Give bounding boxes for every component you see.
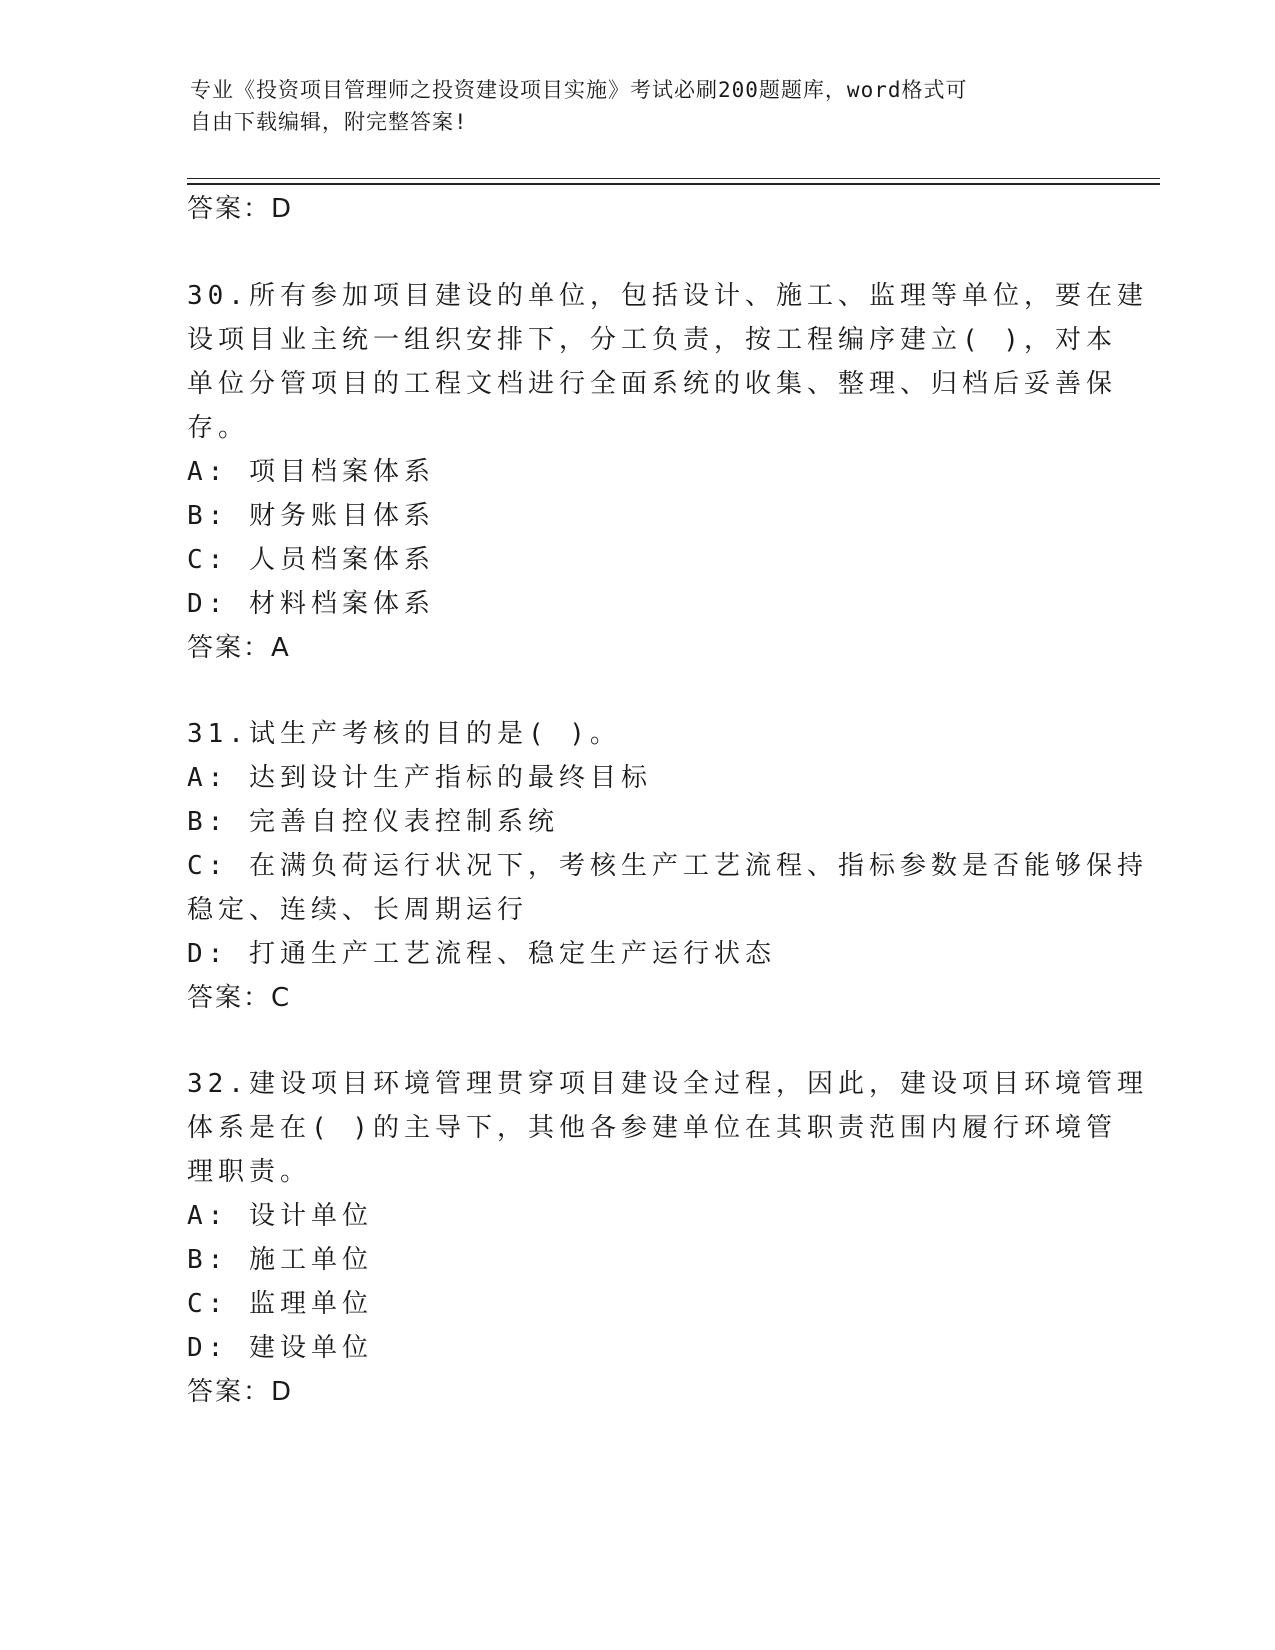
question-31-answer: 答案：C [187, 983, 292, 1013]
question-31-stem-line: 31.试生产考核的目的是( )。 [187, 719, 621, 749]
question-30-option-c: C: 人员档案体系 [187, 545, 435, 575]
question-30-option-b: B: 财务账目体系 [187, 501, 435, 531]
header-line-2: 自由下载编辑，附完整答案! [190, 110, 468, 134]
question-30-answer: 答案：A [187, 633, 291, 663]
question-32-option-d: D: 建设单位 [187, 1333, 373, 1363]
header-divider-thin [187, 178, 1160, 179]
question-31-option-d: D: 打通生产工艺流程、稳定生产运行状态 [187, 939, 776, 969]
question-32-stem-line: 32.建设项目环境管理贯穿项目建设全过程，因此，建设项目环境管理 [187, 1069, 1148, 1099]
question-30-stem-line: 存。 [187, 413, 250, 443]
question-31-option-b: B: 完善自控仪表控制系统 [187, 807, 559, 837]
question-30-option-a: A: 项目档案体系 [187, 457, 435, 487]
question-30-stem-line: 30.所有参加项目建设的单位，包括设计、施工、监理等单位，要在建 [187, 281, 1148, 311]
question-31-option-a: A: 达到设计生产指标的最终目标 [187, 763, 652, 793]
question-31-option-c: C: 在满负荷运行状况下，考核生产工艺流程、指标参数是否能够保持 [187, 851, 1148, 881]
question-32-answer: 答案：D [187, 1377, 294, 1407]
previous-answer: 答案：D [187, 194, 294, 224]
question-30-stem-line: 设项目业主统一组织安排下，分工负责，按工程编序建立( )，对本 [187, 325, 1117, 355]
document-header [190, 74, 1070, 138]
question-32-option-c: C: 监理单位 [187, 1289, 373, 1319]
question-32-option-b: B: 施工单位 [187, 1245, 373, 1275]
question-30-stem-line: 单位分管项目的工程文档进行全面系统的收集、整理、归档后妥善保 [187, 369, 1118, 399]
question-31-option-c-continued: 稳定、连续、长周期运行 [187, 895, 529, 925]
question-30-option-d: D: 材料档案体系 [187, 589, 435, 619]
header-line-1: 专业《投资项目管理师之投资建设项目实施》考试必刷200题题库，word格式可 [190, 78, 968, 102]
question-32-stem-line: 体系是在( )的主导下，其他各参建单位在其职责范围内履行环境管 [187, 1113, 1117, 1143]
question-32-option-a: A: 设计单位 [187, 1201, 373, 1231]
question-32-stem-line: 理职责。 [187, 1157, 312, 1187]
header-divider-thick [187, 183, 1160, 185]
